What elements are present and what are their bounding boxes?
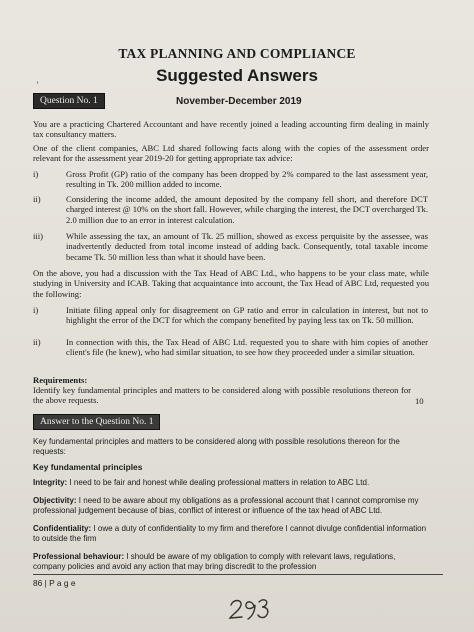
principle-name: Confidentiality: [33,524,92,533]
principles-heading: Key fundamental principles [33,462,143,472]
principle-professional-behaviour [33,552,429,572]
question-intro-2: One of the client companies, ABC Ltd shared following facts along with the copies of the assessment order relevant for the assessment year 2019-20 for getting appropriate tax advice: [33,143,429,164]
requirements-heading: Requirements: [33,375,88,385]
handwritten-number-drawing [228,596,272,622]
fact-number: iii) [33,231,44,241]
requirements-text: Identify key fundamental principles and matters to be considered along with possible resolutions thereon for the above requests. [33,385,411,406]
question-label: Question No. 1 [33,93,105,109]
principle-text: I should be aware of my obligation to comply with relevant laws, regulations, company policies and avoid any action that may bring discredit to the profession [33,552,396,572]
exam-session: November-December 2019 [176,96,302,107]
request-number: i) [33,305,39,315]
principle-confidentiality [33,524,429,544]
fact-text: Considering the income added, the amount deposited by the company fell short, and therefore DCT charged interest @ 10% on the short fall. However, while charging the interest, the DCT overcharged Tk. 2.0 million due to an error in interest calculation. [66,194,428,225]
fact-text: Gross Profit (GP) ratio of the company has been dropped by 2% compared to the last assessment year, resulting in Tk. 200 million added to income. [66,169,428,190]
principle-integrity [33,478,429,488]
request-text: In connection with this, the Tax Head of ABC Ltd. requested you to share with him copies of another client's file (he knew), who had similar situation, to see how they proceeded under a similar situation. [66,337,428,358]
handwritten-page-number [228,596,272,627]
question-intro-1: You are a practicing Chartered Accountant and have recently joined a leading accounting firm dealing in mainly tax consultancy matters. [33,119,429,140]
principle-text: I need to be fair and honest while dealing professional matters in relation to ABC Ltd. [67,478,370,487]
page-number: 86 | P a g e [33,578,76,588]
fact-number: i) [33,169,39,179]
request-text: Initiate filing appeal only for disagreement on GP ratio and error in calculation in interest, but not to highlight the error of the DCT for which the company benefited by paying less tax on Tk. 50 million. [66,305,428,326]
principle-name: Objectivity: [33,496,77,505]
fact-text: While assessing the tax, an amount of Tk. 25 million, showed as excess perquisite by the assessee, was inadvertently deducted from total income instead of adding back. Consequently, total taxable income became Tk. 50 million less than what it should have been. [66,231,428,262]
document-subtitle: Suggested Answers [156,66,318,85]
request-number: ii) [33,337,41,347]
document-title: TAX PLANNING AND COMPLIANCE [118,46,356,61]
fact-number: ii) [33,194,41,204]
footer-divider [33,574,443,575]
principle-objectivity [33,496,429,516]
pen-mark: ’ [36,80,39,90]
principle-name: Integrity: [33,478,68,487]
answer-intro: Key fundamental principles and matters to be considered along with possible resolutions thereon for the requests: [33,437,400,457]
principle-text: I need to be aware about my obligations as a professional account that I cannot compromise my professional judgement because of bias, conflict of interest or influence of the tax head of ABC Ltd. [33,496,419,516]
marks: 10 [415,396,424,406]
discussion-paragraph: On the above, you had a discussion with the Tax Head of ABC Ltd., who happens to be your class mate, while studying in University and ICAB. Taking that acquaintance into account, the Tax Head of ABC Ltd, requested you the following: [33,268,429,299]
answer-label: Answer to the Question No. 1 [33,414,160,430]
principle-name: Professional behaviour: [33,552,125,561]
principle-text: I owe a duty of confidentiality to my firm and therefore I cannot divulge confidential information to outside the firm [33,524,427,544]
